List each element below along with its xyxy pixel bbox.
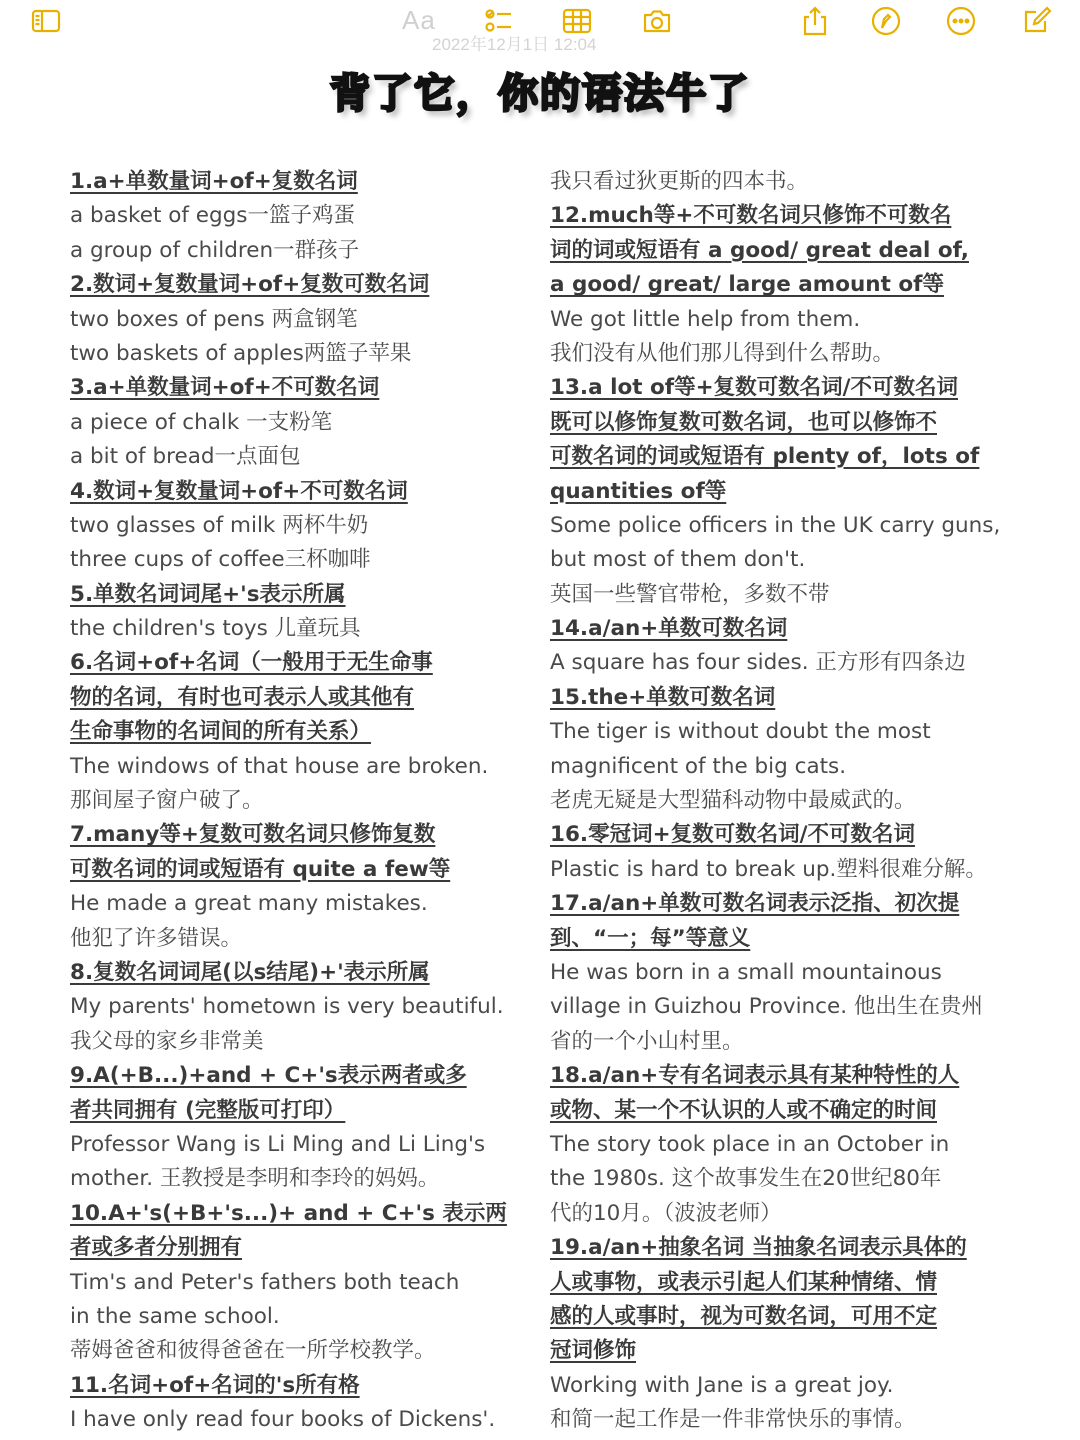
rule-heading-line: 词的词或短语有 a good/ great deal of, [550, 237, 969, 263]
rule-heading-line: 1.a+单数量词+of+复数名词 [70, 169, 358, 194]
example-line: the 1980s. 这个故事发生在20世纪80年 [550, 1166, 942, 1192]
example-line: a basket of eggs一篮子鸡蛋 [70, 203, 355, 229]
example-line: 蒂姆爸爸和彼得爸爸在一所学校教学。 [70, 1338, 436, 1364]
more-icon[interactable] [942, 4, 980, 38]
example-line: The story took place in an October in [550, 1131, 950, 1157]
rule-heading-line: 2.数词+复数量词+of+复数可数名词 [70, 272, 430, 298]
rule-heading-line: 者或多者分别拥有 [70, 1235, 243, 1261]
example-line: Plastic is hard to break up.塑料很难分解。 [550, 856, 987, 882]
example-line: He made a great many mistakes. [70, 891, 428, 917]
example-line: The tiger is without doubt the most [550, 719, 931, 745]
example-line: My parents' hometown is very beautiful. [70, 994, 504, 1020]
rule-heading-line: 8.复数名词词尾(以s结尾)+'表示所属 [70, 959, 430, 985]
rule-heading-line: 15.the+单数可数名词 [550, 684, 776, 710]
camera-icon[interactable] [638, 4, 676, 38]
rule-heading-line: 3.a+单数量词+of+不可数名词 [70, 375, 380, 401]
rule-heading-line: 16.零冠词+复数可数名词/不可数名词 [550, 822, 915, 848]
rule-heading-line: 生命事物的名词间的所有关系） [70, 719, 372, 745]
example-line: 那间屋子窗户破了。 [70, 788, 264, 814]
rule-heading-line: 9.A(+B...)+and + C+'s表示两者或多 [70, 1063, 467, 1089]
example-line: 和简一起工作是一件非常快乐的事情。 [550, 1407, 916, 1433]
rule-heading-line: 物的名词，有时也可表示人或其他有 [70, 684, 415, 710]
example-line: We got little help from them. [550, 306, 861, 332]
rule-heading-line: 既可以修饰复数可数名词，也可以修饰不 [550, 409, 938, 435]
rule-heading-line: 6.名词+of+名词（一般用于无生命事 [70, 650, 433, 676]
example-line: a piece of chalk 一支粉笔 [70, 409, 333, 435]
example-line: He was born in a small mountainous [550, 959, 942, 985]
rule-heading-line: 人或事物，或表示引起人们某种情绪、情 [550, 1269, 938, 1295]
example-line: 我父母的家乡非常美 [70, 1028, 264, 1054]
example-line: Tim's and Peter's fathers both teach [70, 1269, 460, 1295]
compose-icon[interactable] [1018, 4, 1056, 38]
rule-heading-line: 5.单数名词词尾+'s表示所属 [70, 581, 346, 607]
example-line: 省的一个小山村里。 [550, 1028, 744, 1054]
example-line: 我们没有从他们那儿得到什么帮助。 [550, 340, 895, 366]
example-line: two baskets of apples两篮子苹果 [70, 340, 412, 366]
rule-heading-line: 7.many等+复数可数名词只修饰复数 [70, 822, 436, 848]
rule-heading-line: 13.a lot of等+复数可数名词/不可数名词 [550, 375, 958, 401]
table-icon[interactable] [558, 4, 596, 38]
note-left-column[interactable] [70, 165, 522, 1437]
markup-pen-icon[interactable] [867, 4, 905, 38]
rule-heading-line: 或物、某一个不认识的人或不确定的时间 [550, 1097, 938, 1123]
example-line: The windows of that house are broken. [70, 753, 489, 779]
note-date: 2022年12月1日 12:04 [432, 35, 597, 54]
rule-heading-line: 可数名词的词或短语有 quite a few等 [70, 856, 451, 882]
example-line: in the same school. [70, 1303, 280, 1329]
rule-heading-line: 12.much等+不可数名词只修饰不可数名 [550, 203, 952, 229]
rule-heading-line: quantities of等 [550, 478, 727, 504]
rule-heading-line: 18.a/an+专有名词表示具有某种特性的人 [550, 1063, 960, 1089]
note-right-column[interactable] [550, 165, 1015, 1437]
example-line: mother. 王教授是李明和李玲的妈妈。 [70, 1166, 440, 1192]
example-line: village in Guizhou Province. 他出生在贵州 [550, 994, 983, 1020]
rule-heading-line: 4.数词+复数量词+of+不可数名词 [70, 478, 408, 504]
example-line: I have only read four books of Dickens'. [70, 1407, 496, 1433]
example-line: 我只看过狄更斯的四本书。 [550, 169, 809, 194]
example-line: three cups of coffee三杯咖啡 [70, 547, 371, 573]
rule-heading-line: 14.a/an+单数可数名词 [550, 616, 788, 642]
rule-heading-line: 11.名词+of+名词的's所有格 [70, 1372, 360, 1398]
rule-heading-line: 10.A+'s(+B+'s...)+ and + C+'s 表示两 [70, 1200, 507, 1226]
page-title: 背了它，你的语法牛了 [330, 71, 750, 117]
example-line: but most of them don't. [550, 547, 806, 573]
font-format-button[interactable]: Aa [402, 5, 436, 35]
example-line: two boxes of pens 两盒钢笔 [70, 306, 358, 332]
share-icon[interactable] [796, 4, 834, 38]
example-line: 他犯了许多错误。 [70, 925, 243, 951]
example-line: two glasses of milk 两杯牛奶 [70, 512, 369, 538]
example-line: Some police officers in the UK carry guns, [550, 512, 1001, 538]
sidebar-icon[interactable] [27, 4, 65, 38]
checklist-icon[interactable] [480, 4, 518, 38]
example-line: A square has four sides. 正方形有四条边 [550, 650, 966, 676]
example-line: a bit of bread一点面包 [70, 444, 301, 470]
example-line: 英国一些警官带枪，多数不带 [550, 581, 830, 607]
rule-heading-line: 到、“一；每”等意义 [550, 925, 751, 951]
example-line: a group of children一群孩子 [70, 237, 360, 263]
rule-heading-line: 19.a/an+抽象名词 当抽象名词表示具体的 [550, 1235, 967, 1261]
rule-heading-line: 冠词修饰 [550, 1338, 637, 1364]
rule-heading-line: 者共同拥有 (完整版可打印） [70, 1097, 346, 1123]
example-line: the children's toys 儿童玩具 [70, 616, 361, 642]
rule-heading-line: a good/ great/ large amount of等 [550, 272, 944, 298]
rule-heading-line: 感的人或事时，视为可数名词，可用不定 [550, 1303, 938, 1329]
rule-heading-line: 17.a/an+单数可数名词表示泛指、初次提 [550, 891, 960, 917]
example-line: Professor Wang is Li Ming and Li Ling's [70, 1131, 486, 1157]
rule-heading-line: 可数名词的词或短语有 plenty of，lots of [550, 444, 980, 470]
example-line: 代的10月。（波波老师） [550, 1200, 782, 1226]
example-line: Working with Jane is a great joy. [550, 1372, 894, 1398]
example-line: 老虎无疑是大型猫科动物中最威武的。 [550, 788, 916, 814]
example-line: magnificent of the big cats. [550, 753, 847, 779]
